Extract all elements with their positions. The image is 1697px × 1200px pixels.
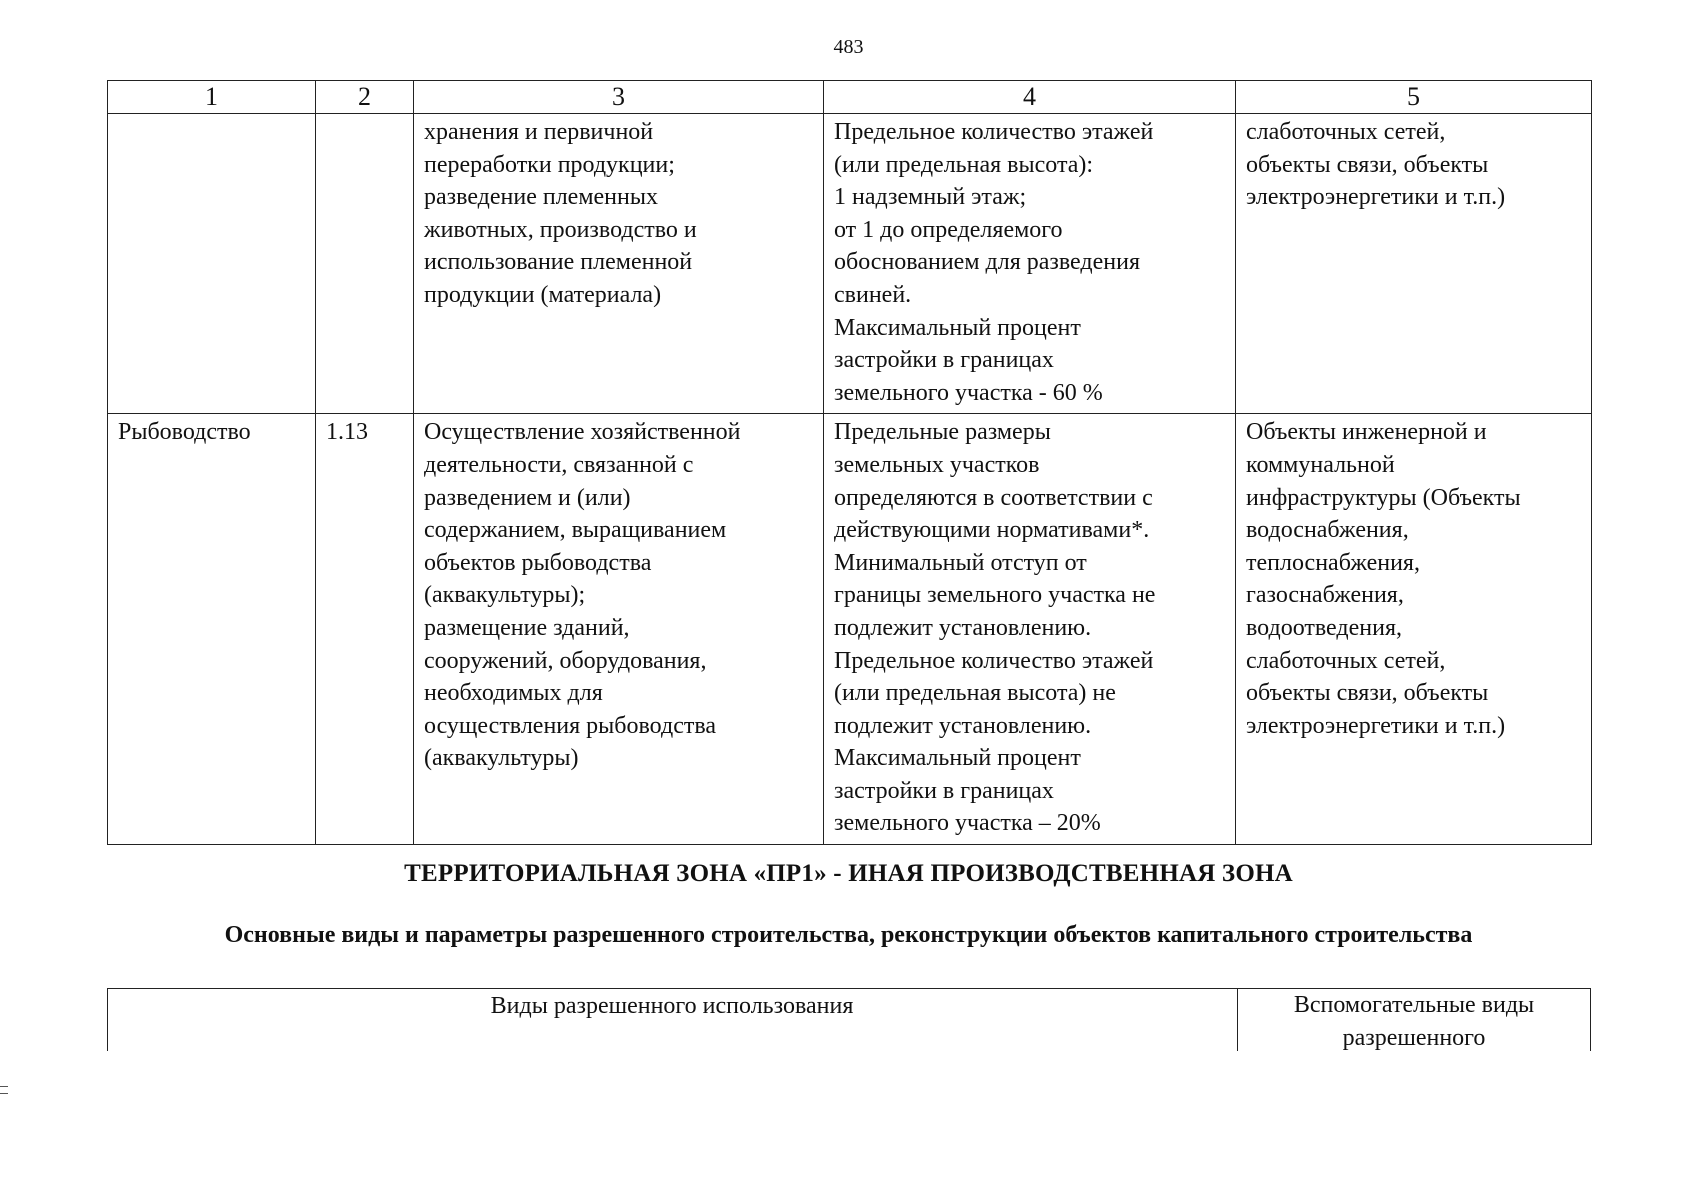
zone-heading: ТЕРРИТОРИАЛЬНАЯ ЗОНА «ПР1» - ИНАЯ ПРОИЗВОДСТВЕННАЯ ЗОНА [404, 860, 1293, 887]
cell-text-line: Предельные размеры [834, 419, 1051, 446]
cell-text-line: объекты связи, объекты [1246, 151, 1489, 178]
section-heading: Основные виды и параметры разрешенного строительства, реконструкции объектов капитального строительства [224, 922, 1473, 948]
cell-text-line: Максимальный процент [834, 745, 1081, 772]
next-table-header [107, 988, 1591, 1051]
cell-text-line: разведение племенных [424, 184, 658, 211]
cell-text-line: водоснабжения, [1246, 517, 1409, 544]
zoning-table [107, 80, 1592, 845]
auxiliary-use-types-header [1238, 989, 1590, 1055]
column-number-1: 1 [108, 81, 316, 114]
cell-text-line: (аквакультуры); [424, 582, 586, 609]
column-number-5: 5 [1236, 81, 1592, 114]
cell-text-line: подлежит установлению. [834, 712, 1092, 739]
cell-text-line: теплоснабжения, [1246, 549, 1420, 576]
cell-text-line: деятельности, связанной с [424, 451, 694, 478]
use-code-cell [316, 114, 414, 414]
use-type-name-cell [108, 114, 316, 414]
cell-text-line: (или предельная высота): [834, 151, 1094, 178]
parameters-cell [824, 114, 1236, 414]
cell-text-line: (аквакультуры) [424, 745, 579, 772]
auxiliary-uses-cell [1236, 114, 1592, 414]
cell-text-line: размещение зданий, [424, 614, 630, 641]
cell-text-line: обоснованием для разведения [834, 249, 1140, 276]
cell-text-line: Осуществление хозяйственной [424, 419, 741, 446]
cell-text-line: водоотведения, [1246, 614, 1402, 641]
cell-text-line: земельного участка – 20% [834, 810, 1101, 837]
use-code-cell [316, 414, 414, 845]
cell-text-line: свиней. [834, 281, 912, 308]
cell-text-line: сооружений, оборудования, [424, 647, 707, 674]
cell-text-line: 1.13 [326, 419, 368, 446]
use-description-cell [414, 414, 824, 845]
table-row [108, 414, 1592, 845]
cell-text-line: Предельное количество этажей [834, 119, 1154, 145]
cell-text-line: инфраструктуры (Объекты [1246, 484, 1521, 511]
use-type-name-cell [108, 414, 316, 845]
header-line: разрешенного [1342, 1025, 1486, 1051]
table-border [1590, 989, 1591, 1051]
cell-text-line: слаботочных сетей, [1246, 647, 1446, 674]
cell-text-line: Предельное количество этажей [834, 647, 1154, 674]
cell-text-line: содержанием, выращиванием [424, 517, 727, 544]
cell-text-line: Максимальный процент [834, 314, 1081, 341]
cell-text-line: определяются в соответствии с [834, 484, 1153, 511]
cell-text-line: продукции (материала) [424, 281, 662, 308]
cell-text-line: электроэнергетики и т.п.) [1246, 712, 1506, 739]
cell-text-line: застройки в границах [834, 777, 1054, 804]
margin-mark [0, 1086, 8, 1094]
cell-text-line: (или предельная высота) не [834, 680, 1116, 707]
cell-text-line: объектов рыбоводства [424, 549, 652, 576]
cell-text-line: от 1 до определяемого [834, 216, 1063, 243]
cell-text-line: электроэнергетики и т.п.) [1246, 184, 1506, 211]
cell-text-line: переработки продукции; [424, 151, 675, 178]
cell-text-line: 1 надземный этаж; [834, 184, 1027, 211]
cell-text-line: Минимальный отступ от [834, 549, 1087, 576]
cell-text-line: Объекты инженерной и [1246, 419, 1487, 446]
cell-text-line: хранения и первичной [424, 119, 654, 145]
cell-text-line: необходимых для [424, 680, 603, 707]
cell-text-line: земельного участка - 60 % [834, 379, 1103, 406]
cell-text-line: Рыбоводство [118, 419, 251, 446]
cell-text-line: объекты связи, объекты [1246, 680, 1489, 707]
parameters-cell [824, 414, 1236, 845]
column-number-4: 4 [824, 81, 1236, 114]
cell-text-line: использование племенной [424, 249, 693, 276]
cell-text-line: земельных участков [834, 451, 1040, 478]
table-header-row [108, 81, 1592, 114]
column-number-2: 2 [316, 81, 414, 114]
cell-text-line: застройки в границах [834, 347, 1054, 374]
cell-text-line: слаботочных сетей, [1246, 119, 1446, 145]
column-number-3: 3 [414, 81, 824, 114]
cell-text-line: действующими нормативами*. [834, 517, 1150, 544]
auxiliary-uses-cell [1236, 414, 1592, 845]
page-number: 483 [833, 36, 864, 58]
cell-text-line: осуществления рыбоводства [424, 712, 717, 739]
cell-text-line: коммунальной [1246, 451, 1395, 478]
cell-text-line: газоснабжения, [1246, 582, 1404, 609]
cell-text-line: разведением и (или) [424, 484, 631, 511]
cell-text-line: границы земельного участка не [834, 582, 1156, 609]
cell-text-line: подлежит установлению. [834, 614, 1092, 641]
header-line: Вспомогательные виды [1293, 992, 1535, 1018]
use-description-cell [414, 114, 824, 414]
cell-text-line: животных, производство и [424, 216, 697, 243]
table-body [108, 114, 1592, 845]
permitted-use-types-header: Виды разрешенного использования [490, 993, 854, 1019]
table-row [108, 114, 1592, 414]
